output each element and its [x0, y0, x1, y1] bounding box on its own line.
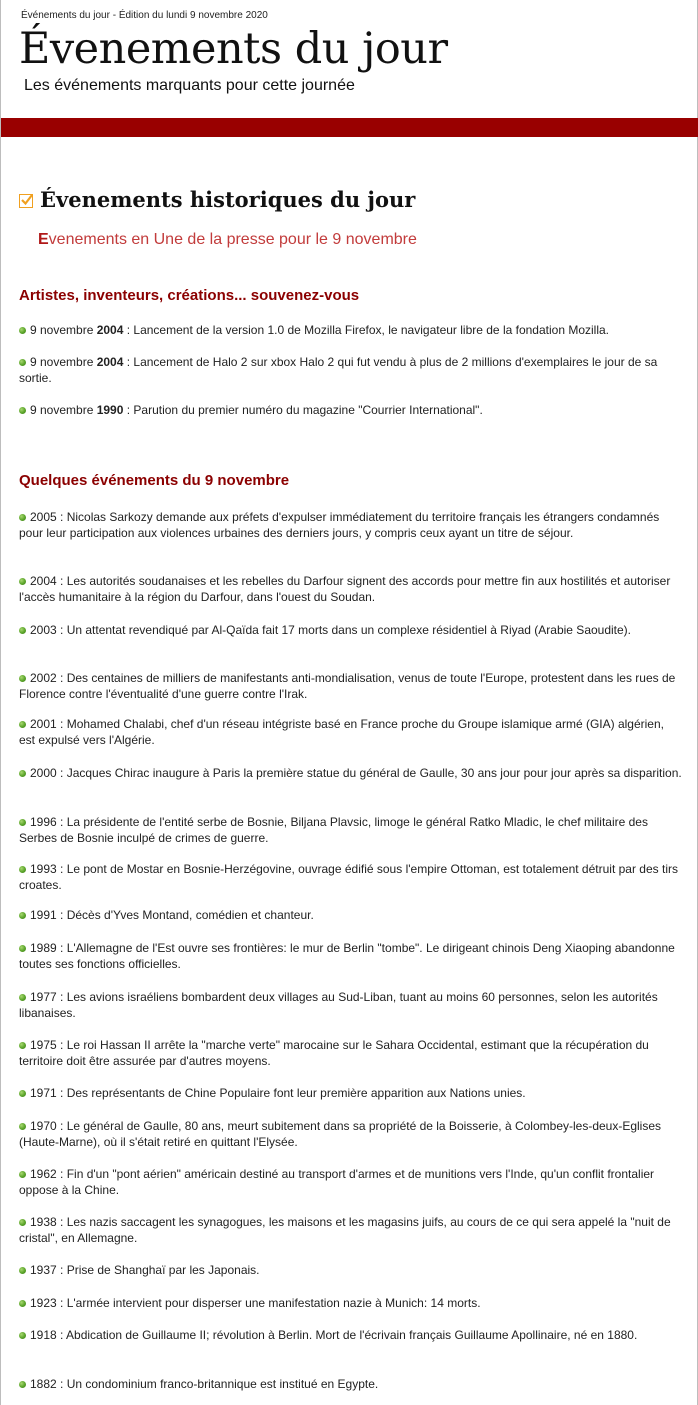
bullet-icon	[19, 721, 26, 728]
press-link-text: venements en Une de la presse pour le 9 novembre	[48, 231, 417, 248]
event-text: 1970 : Le général de Gaulle, 80 ans, meurt subitement dans sa propriété de la Boisserie, à Colombey-les-deux-Eglises (Haute-Marne), où il s'était retiré en quittant l'Elysée.	[19, 1119, 662, 1149]
bullet-icon	[19, 819, 26, 826]
item-day: 9 novembre	[30, 323, 97, 337]
section-header	[19, 187, 415, 212]
bullet-icon	[19, 1300, 26, 1307]
event-item	[19, 716, 683, 748]
press-frontpage-link[interactable]	[38, 231, 417, 249]
item-year: 2004	[96, 355, 124, 369]
events-heading: Quelques événements du 9 novembre	[19, 472, 290, 489]
event-item	[19, 940, 683, 972]
bullet-icon	[19, 1219, 26, 1226]
section-title: Évenements historiques du jour	[40, 187, 416, 212]
event-text: 1937 : Prise de Shanghaï par les Japonais.	[30, 1263, 260, 1277]
bullet-icon	[19, 1171, 26, 1178]
event-text: 2005 : Nicolas Sarkozy demande aux préfets d'expulser immédiatement du territoire français les étrangers condamnés pour leur participation aux violences urbaines des derniers jours, y compris ceux ayant un titre de séjour.	[19, 510, 660, 540]
event-item	[19, 1214, 683, 1246]
event-item	[19, 670, 683, 702]
event-text: 1938 : Les nazis saccagent les synagogues, les maisons et les magasins juifs, au cours de ce qui sera appelé la "nuit de cristal", en Allemagne.	[19, 1215, 671, 1245]
event-item	[19, 1262, 683, 1278]
bullet-icon	[19, 1381, 26, 1388]
item-text: : Lancement de la version 1.0 de Mozilla Firefox, le navigateur libre de la fondation Mozilla.	[123, 323, 610, 337]
event-text: 2004 : Les autorités soudanaises et les rebelles du Darfour signent des accords pour mettre fin aux hostilités et autoriser l'accès humanitaire à la région du Darfour, dans l'ouest du Soudan.	[19, 574, 671, 604]
event-item	[19, 861, 683, 893]
event-text: 1975 : Le roi Hassan II arrête la "marche verte" marocaine sur le Sahara Occidental, estimant que la récupération du territoire doit être assurée par d'autres moyens.	[19, 1038, 649, 1068]
bullet-icon	[19, 627, 26, 634]
event-item	[19, 573, 683, 605]
bullet-icon	[19, 675, 26, 682]
event-text: 1923 : L'armée intervient pour disperser une manifestation nazie à Munich: 14 morts.	[30, 1296, 481, 1310]
artist-item	[19, 402, 683, 418]
event-item	[19, 1037, 683, 1069]
event-item	[19, 509, 683, 541]
event-text: 1971 : Des représentants de Chine Populaire font leur première apparition aux Nations unies.	[30, 1086, 526, 1100]
press-link-initial: E	[38, 231, 49, 248]
bullet-icon	[19, 327, 26, 334]
item-text: : Parution du premier numéro du magazine "Courrier International".	[123, 403, 483, 417]
artist-item	[19, 354, 683, 386]
event-text: 1918 : Abdication de Guillaume II; révolution à Berlin. Mort de l'écrivain français Guillaume Apollinaire, né en 1880.	[30, 1328, 638, 1342]
artist-item	[19, 322, 683, 338]
bullet-icon	[19, 1123, 26, 1130]
bullet-icon	[19, 578, 26, 585]
event-text: 1977 : Les avions israéliens bombardent deux villages au Sud-Liban, tuant au moins 60 personnes, selon les autorités libanaises.	[19, 990, 658, 1020]
event-text: 1882 : Un condominium franco-britannique est institué en Egypte.	[30, 1377, 379, 1391]
event-text: 2001 : Mohamed Chalabi, chef d'un réseau intégriste basé en France proche du Groupe islamique armé (GIA) algérien, est expulsé vers l'Algérie.	[19, 717, 664, 747]
event-text: 1989 : L'Allemagne de l'Est ouvre ses frontières: le mur de Berlin "tombe". Le dirigeant chinois Deng Xiaoping abandonne toutes ses fonctions officielles.	[19, 941, 675, 971]
edition-line: Événements du jour - Édition du lundi 9 novembre 2020	[21, 10, 268, 21]
event-item	[19, 1166, 683, 1198]
item-year: 1990	[96, 403, 124, 417]
bullet-icon	[19, 407, 26, 414]
event-text: 1962 : Fin d'un "pont aérien" américain destiné au transport d'armes et de munitions vers l'Inde, qu'un conflit frontalier oppose à la Chine.	[19, 1167, 655, 1197]
bullet-icon	[19, 359, 26, 366]
event-item	[19, 765, 683, 781]
event-item	[19, 989, 683, 1021]
checkbox-icon	[19, 194, 33, 208]
item-day: 9 novembre	[30, 403, 97, 417]
bullet-icon	[19, 912, 26, 919]
bullet-icon	[19, 945, 26, 952]
bullet-icon	[19, 770, 26, 777]
bullet-icon	[19, 514, 26, 521]
event-item	[19, 1327, 683, 1343]
header-band	[1, 118, 698, 137]
bullet-icon	[19, 1090, 26, 1097]
item-day: 9 novembre	[30, 355, 97, 369]
bullet-icon	[19, 1267, 26, 1274]
event-item	[19, 622, 683, 638]
item-year: 2004	[96, 323, 124, 337]
event-item	[19, 1376, 683, 1392]
event-text: 2000 : Jacques Chirac inaugure à Paris la première statue du général de Gaulle, 30 ans jour pour jour après sa disparition.	[30, 766, 682, 780]
event-text: 2003 : Un attentat revendiqué par Al-Qaïda fait 17 morts dans un complexe résidentiel à Riyad (Arabie Saoudite).	[30, 623, 632, 637]
event-text: 1996 : La présidente de l'entité serbe de Bosnie, Biljana Plavsic, limoge le général Ratko Mladic, le chef militaire des Serbes de Bosnie inculpé de crimes de guerre.	[19, 815, 648, 845]
event-text: 2002 : Des centaines de milliers de manifestants anti-mondialisation, venus de toute l'Europe, protestent dans les rues de Florence contre l'éventualité d'une guerre contre l'Irak.	[19, 671, 676, 701]
artists-heading: Artistes, inventeurs, créations... souvenez-vous	[19, 287, 360, 304]
event-item	[19, 814, 683, 846]
bullet-icon	[19, 866, 26, 873]
event-item	[19, 907, 683, 923]
event-item	[19, 1295, 683, 1311]
event-item	[19, 1118, 683, 1150]
item-text: : Lancement de Halo 2 sur xbox Halo 2 qui fut vendu à plus de 2 millions d'exemplaires le jour de sa sortie.	[19, 355, 658, 385]
bullet-icon	[19, 994, 26, 1001]
bullet-icon	[19, 1332, 26, 1339]
site-subtitle: Les événements marquants pour cette journée	[24, 77, 355, 94]
event-text: 1993 : Le pont de Mostar en Bosnie-Herzégovine, ouvrage édifié sous l'empire Ottoman, est totalement détruit par des tirs croates.	[19, 862, 678, 892]
event-item	[19, 1085, 683, 1101]
site-title[interactable]: Évenements du jour	[19, 24, 448, 74]
event-text: 1991 : Décès d'Yves Montand, comédien et chanteur.	[30, 908, 314, 922]
bullet-icon	[19, 1042, 26, 1049]
